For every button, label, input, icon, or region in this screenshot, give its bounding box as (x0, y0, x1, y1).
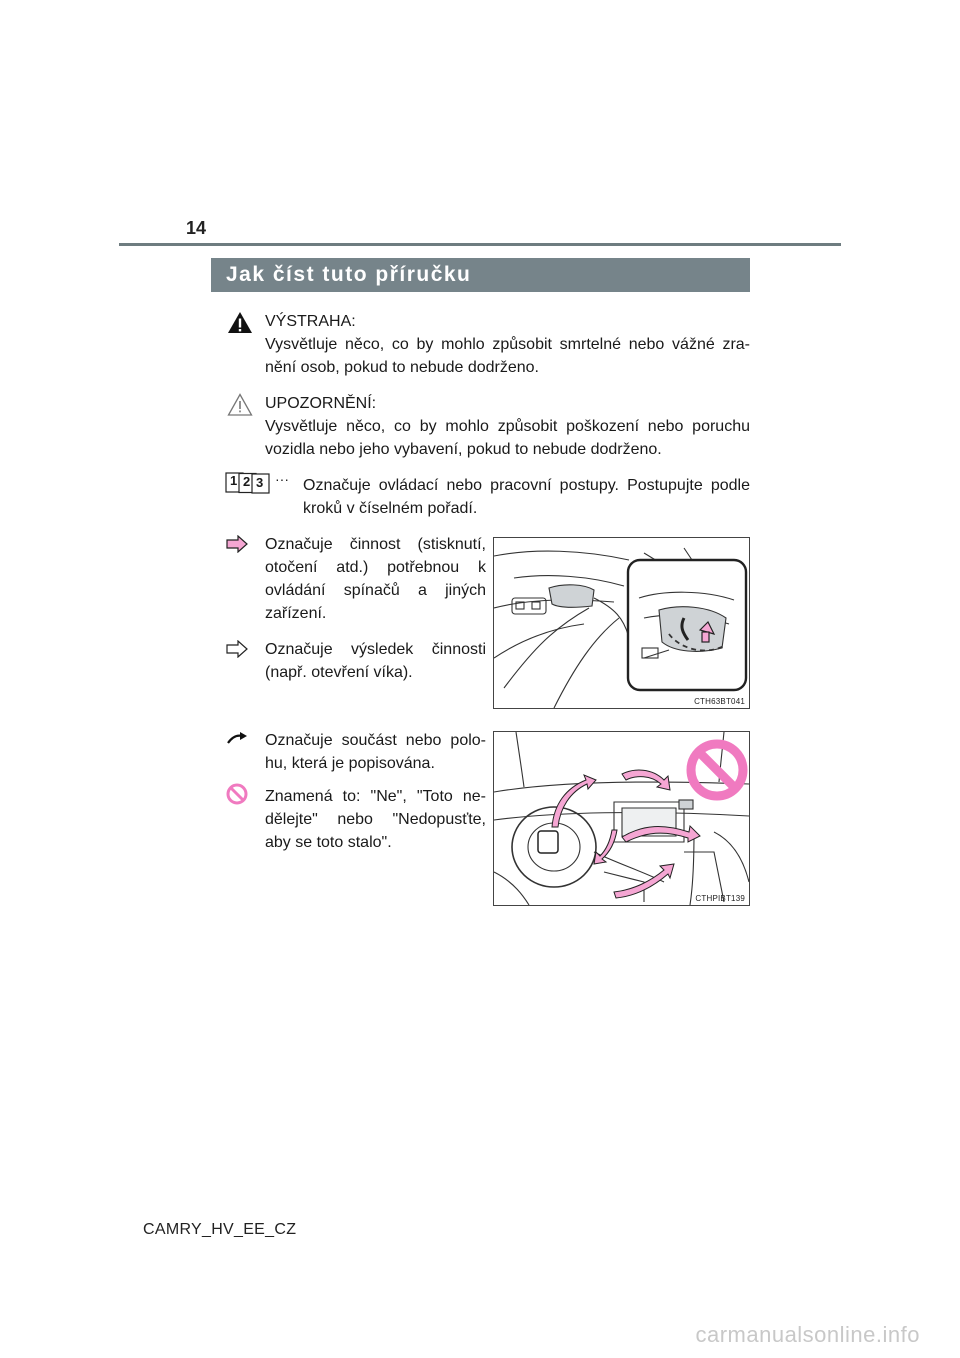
step-digit-2: 2 (243, 474, 251, 489)
footer-model-code: CAMRY_HV_EE_CZ (143, 1221, 297, 1238)
result-arrow-icon (226, 640, 248, 658)
warning-icon (227, 311, 253, 334)
prohibition-text: Znamená to: "Ne", "Toto ne-dělejte" nebo "Nedopusťte, aby se toto stalo". (265, 788, 486, 851)
caution-label: UPOZORNĚNÍ: (265, 395, 377, 412)
warning-item (265, 310, 750, 379)
watermark: carmanualsonline.info (695, 1322, 920, 1347)
section-title: Jak číst tuto příručku (211, 258, 750, 292)
action-text: Označuje činnost (stisknutí, otočení atd.) potřebnou k ovládání spínačů a jiných zařízení. (265, 536, 486, 622)
step-digit-1: 1 (230, 473, 238, 488)
component-text: Označuje součást nebo polo-hu, která je popisována. (265, 732, 486, 772)
component-arrow-icon (226, 731, 248, 745)
action-arrow-icon (226, 535, 248, 553)
illustration-overhead-console (493, 537, 750, 709)
warning-label: VÝSTRAHA: (265, 313, 356, 330)
illustration-code-1: CTH63BT041 (694, 697, 745, 706)
prohibition-icon (226, 783, 248, 805)
step-dots: ··· (275, 471, 289, 487)
page-number: 14 (186, 218, 207, 238)
top-rule (119, 243, 841, 246)
illustration-code-2: CTHPIBT139 (695, 894, 745, 903)
caution-icon (227, 393, 253, 416)
step-number-icons (225, 472, 289, 494)
result-text: Označuje výsledek činnosti (např. otevření víka). (265, 641, 486, 681)
step-digit-3: 3 (256, 475, 264, 490)
steps-text: Označuje ovládací nebo pracovní postupy. Postupujte podle kroků v číselném pořadí. (303, 477, 750, 517)
illustration-dashboard (493, 731, 750, 906)
caution-text: Vysvětluje něco, co by mohlo způsobit poškození nebo poruchu vozidla nebo jeho vybavení, pokud to nebude dodrženo. (265, 418, 750, 458)
caution-item (265, 392, 750, 461)
warning-text: Vysvětluje něco, co by mohlo způsobit smrtelné nebo vážné zra-nění osob, pokud to nebude dodrženo. (265, 336, 750, 376)
